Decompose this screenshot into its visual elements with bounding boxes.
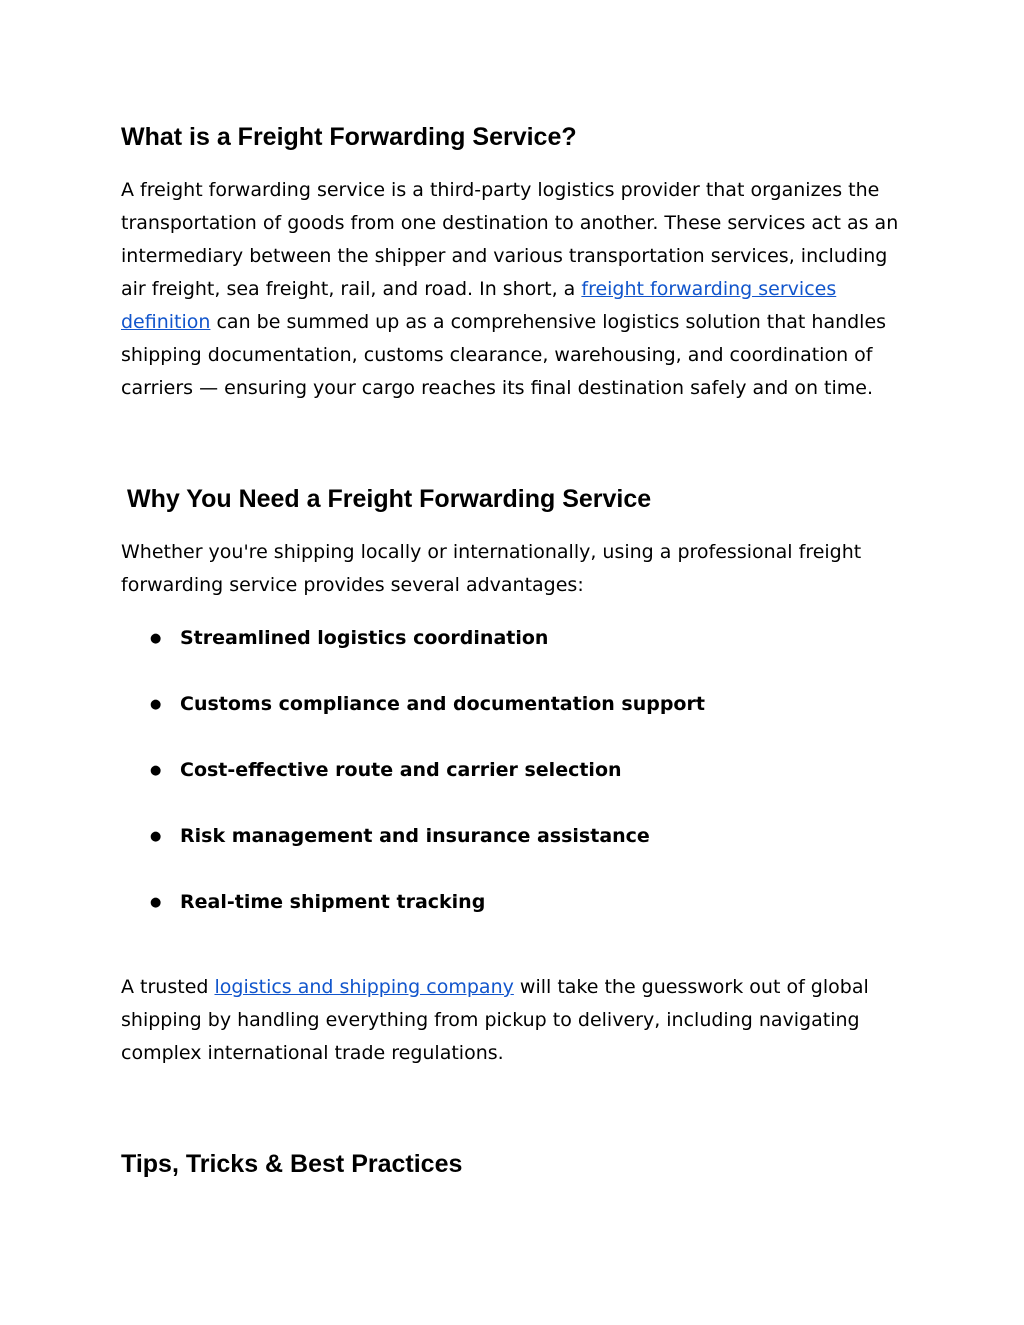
heading-why-you-need: Why You Need a Freight Forwarding Service bbox=[127, 485, 652, 513]
outro-post-text: will take the guesswork out of global bbox=[513, 976, 869, 998]
list-item bbox=[150, 754, 705, 820]
advantages-list bbox=[150, 622, 705, 952]
list-item-text: Streamlined logistics coordination bbox=[180, 627, 549, 649]
para-line-5-text: can be summed up as a comprehensive logistics solution that handles bbox=[210, 311, 887, 333]
para-line-1: A freight forwarding service is a third-party logistics provider that organizes the bbox=[121, 179, 880, 201]
para-line-3: intermediary between the shipper and various transportation services, including bbox=[121, 245, 888, 267]
para-line-6: shipping documentation, customs clearance, warehousing, and coordination of bbox=[121, 344, 873, 366]
list-item-text: Cost-effective route and carrier selection bbox=[180, 759, 622, 781]
logistics-shipping-company-link[interactable]: logistics and shipping company bbox=[214, 976, 514, 998]
freight-forwarding-definition-link[interactable]: freight forwarding services bbox=[581, 278, 837, 300]
para-line-4-text: air freight, sea freight, rail, and road. In short, a bbox=[121, 278, 582, 300]
outro-line-3: complex international trade regulations. bbox=[121, 1042, 504, 1064]
outro-line-1 bbox=[121, 971, 869, 1004]
list-item-text: Risk management and insurance assistance bbox=[180, 825, 650, 847]
list-item bbox=[150, 820, 705, 886]
freight-forwarding-definition-link-cont[interactable]: definition bbox=[121, 311, 211, 333]
list-item bbox=[150, 688, 705, 754]
heading-tips-tricks: Tips, Tricks & Best Practices bbox=[121, 1150, 463, 1178]
intro-line-1: Whether you're shipping locally or internationally, using a professional freight bbox=[121, 541, 862, 563]
outro-pre-text: A trusted bbox=[121, 976, 215, 998]
bullet-icon: ● bbox=[150, 829, 162, 844]
outro-line-2: shipping by handling everything from pickup to delivery, including navigating bbox=[121, 1009, 860, 1031]
para-line-4 bbox=[121, 273, 836, 306]
bullet-icon: ● bbox=[150, 631, 162, 646]
para-line-5 bbox=[121, 306, 886, 339]
intro-line-2: forwarding service provides several advantages: bbox=[121, 574, 584, 596]
bullet-icon: ● bbox=[150, 697, 162, 712]
para-line-2: transportation of goods from one destination to another. These services act as an bbox=[121, 212, 899, 234]
bullet-icon: ● bbox=[150, 763, 162, 778]
list-item bbox=[150, 886, 705, 952]
heading-what-is-freight-forwarding: What is a Freight Forwarding Service? bbox=[121, 123, 577, 151]
list-item-text: Real-time shipment tracking bbox=[180, 891, 486, 913]
list-item-text: Customs compliance and documentation support bbox=[180, 693, 705, 715]
para-line-7: carriers — ensuring your cargo reaches its final destination safely and on time. bbox=[121, 377, 874, 399]
bullet-icon: ● bbox=[150, 895, 162, 910]
list-item bbox=[150, 622, 705, 688]
